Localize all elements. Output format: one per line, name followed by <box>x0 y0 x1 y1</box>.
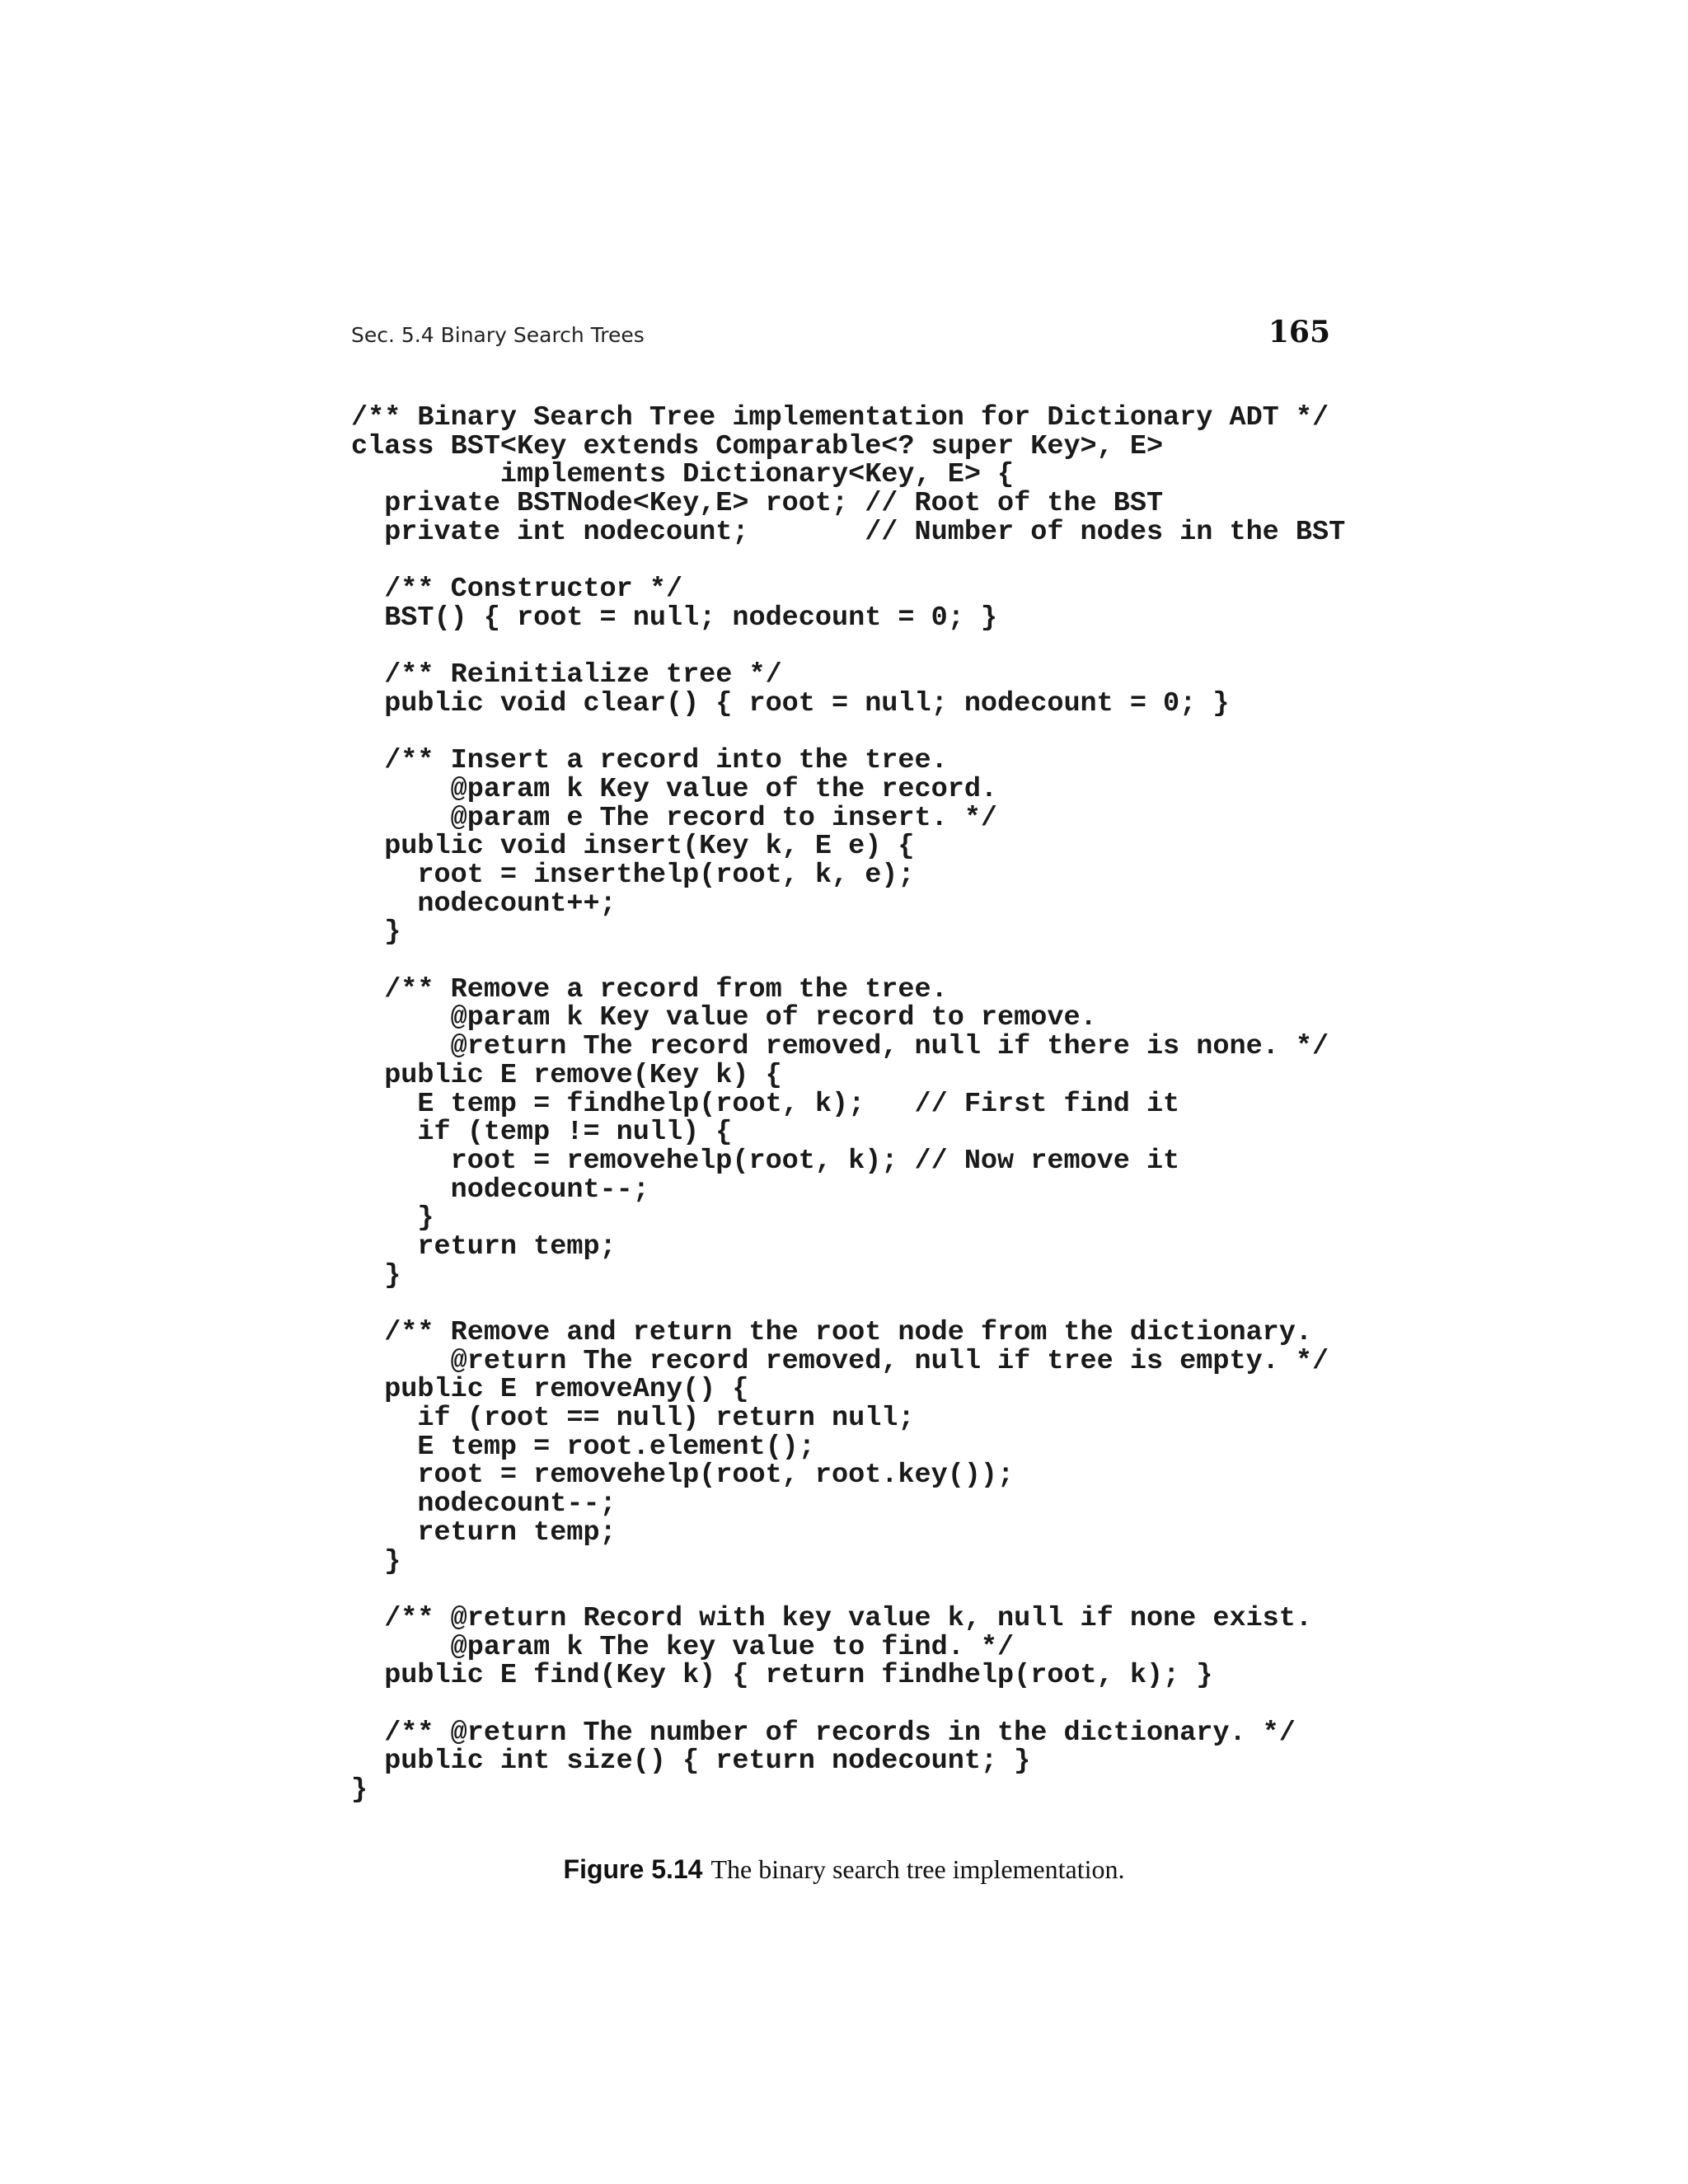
code-line: if (temp != null) { <box>351 1117 733 1149</box>
code-line: } <box>351 1202 434 1235</box>
code-line: @return The record removed, null if there is none. */ <box>351 1031 1329 1063</box>
code-line: public int size() { return nodecount; } <box>351 1746 1031 1778</box>
code-line: return temp; <box>351 1230 617 1263</box>
code-line: class BST<Key extends Comparable<? super Key>, E> <box>351 430 1164 462</box>
code-line <box>351 633 1340 662</box>
code-line: root = inserthelp(root, k, e); <box>351 860 915 891</box>
code-line: E temp = findhelp(root, k); // First find it <box>351 1088 1180 1120</box>
code-line: E temp = root.element(); <box>351 1431 815 1463</box>
running-head <box>351 315 1330 356</box>
code-line: nodecount++; <box>351 888 617 920</box>
code-line: } <box>351 916 401 949</box>
code-line: @param k Key value of record to remove. <box>351 1002 1097 1034</box>
code-line <box>351 1690 1340 1719</box>
code-listing <box>351 402 1346 1806</box>
code-line: @param k Key value of the record. <box>351 773 998 805</box>
code-line: public E find(Key k) { return findhelp(root, k); } <box>351 1660 1213 1692</box>
code-line: root = removehelp(root, root.key()); <box>351 1460 1015 1492</box>
code-line: nodecount--; <box>351 1488 617 1521</box>
code-line <box>351 1290 1340 1319</box>
code-line <box>351 719 1340 748</box>
code-line: if (root == null) return null; <box>351 1403 915 1435</box>
figure-label: Figure 5.14 <box>563 1854 703 1884</box>
code-line: /** Constructor */ <box>351 574 683 606</box>
code-line: return temp; <box>351 1516 617 1549</box>
code-line: /** Insert a record into the tree. <box>351 745 948 777</box>
code-line: } <box>351 1774 368 1806</box>
code-line: /** @return The number of records in the dictionary. */ <box>351 1717 1296 1749</box>
code-line: } <box>351 1259 401 1291</box>
code-line: /** Remove and return the root node from the dictionary. <box>351 1317 1312 1348</box>
code-line: @param k The key value to find. */ <box>351 1631 1015 1663</box>
code-line: nodecount--; <box>351 1174 649 1206</box>
code-line: public void clear() { root = null; nodecount = 0; } <box>351 687 1230 719</box>
page-number: 165 <box>1268 315 1330 349</box>
code-line: implements Dictionary<Key, E> { <box>351 459 1015 491</box>
code-line: private int nodecount; // Number of nodes in the BST <box>351 516 1346 548</box>
code-line: /** Remove a record from the tree. <box>351 973 948 1005</box>
code-line: root = removehelp(root, k); // Now remove it <box>351 1145 1180 1177</box>
code-line <box>351 947 1340 976</box>
code-line: /** Reinitialize tree */ <box>351 659 782 691</box>
code-line: public E removeAny() { <box>351 1374 749 1406</box>
section-title: Sec. 5.4 Binary Search Trees <box>351 323 645 347</box>
figure-caption <box>0 1854 1688 1885</box>
code-line: /** Binary Search Tree implementation for Dictionary ADT */ <box>351 402 1329 434</box>
code-line: private BSTNode<Key,E> root; // Root of the BST <box>351 488 1164 520</box>
code-line <box>351 1576 1340 1605</box>
code-line: @return The record removed, null if tree is empty. */ <box>351 1345 1329 1377</box>
code-line: @param e The record to insert. */ <box>351 802 998 834</box>
code-line: BST() { root = null; nodecount = 0; } <box>351 602 998 634</box>
code-line: public E remove(Key k) { <box>351 1059 782 1091</box>
code-line: } <box>351 1545 401 1577</box>
code-line <box>351 546 1340 575</box>
code-line: public void insert(Key k, E e) { <box>351 831 915 863</box>
figure-caption-text: The binary search tree implementation. <box>710 1854 1125 1884</box>
code-line: /** @return Record with key value k, null if none exist. <box>351 1602 1312 1634</box>
